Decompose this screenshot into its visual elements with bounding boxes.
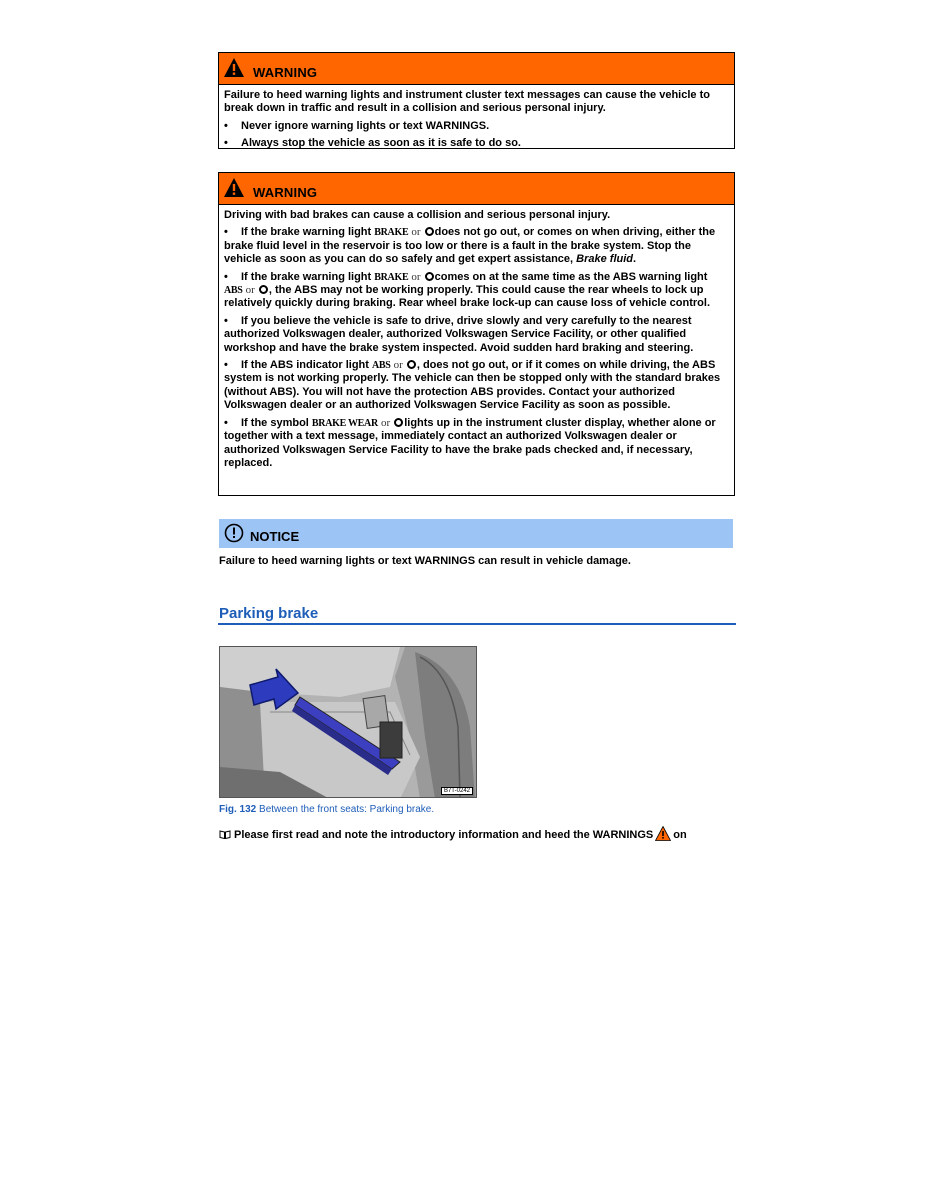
notice-text: Failure to heed warning lights or text WARNINGS can result in vehicle damage. [219, 555, 631, 567]
parking-brake-illustration [220, 647, 477, 798]
abs-warning-icon [407, 360, 416, 369]
warning-title: WARNING [253, 185, 318, 200]
notice-header [219, 519, 733, 548]
abs-warning-icon [259, 285, 268, 294]
warning-header [219, 173, 734, 205]
warning-intro: Failure to heed warning lights and instrument cluster text messages can cause the vehicle to break down in traffic and result in a collision and serious personal injury. [224, 89, 710, 115]
notice-title: NOTICE [250, 529, 300, 544]
warning-intro: Driving with bad brakes can cause a collision and serious personal injury. [224, 209, 611, 221]
parking-brake-figure [219, 646, 477, 798]
brake-pad-icon [394, 418, 403, 427]
warning-triangle-icon [223, 177, 245, 198]
warning-triangle-icon[interactable] [655, 826, 671, 841]
intro-reference-line: Please first read and note the introductory information and heed the WARNINGS on [219, 826, 687, 841]
brake-symbol: BRAKE [374, 227, 409, 239]
warning-box-2 [218, 172, 735, 496]
brake-wear-symbol: BRAKE WEAR [311, 417, 378, 429]
exclamation-circle-icon [224, 523, 244, 543]
warning-header [219, 53, 734, 85]
abs-symbol: ABS [224, 285, 243, 297]
warning-body [219, 205, 734, 478]
figure-id: B7T-0242 [441, 787, 473, 795]
warning-title: WARNING [253, 65, 318, 80]
section-divider [218, 623, 736, 625]
warning-bullet: • If the ABS indicator light ABS or , does not go out, or if it comes on while driving, the ABS system is not working properly. The vehicle can then be stopped only with the standard brakes (without ABS). You will not have the protection ABS provides. Contact your authorized Volkswagen dealer or an authorized Volkswagen Service Facility as soon as possible. [224, 359, 721, 412]
section-title: Parking brake [219, 605, 319, 622]
warning-bullet: • Never ignore warning lights or text WARNINGS. [224, 119, 490, 132]
warning-bullet: • Always stop the vehicle as soon as it is safe to do so. [224, 137, 521, 150]
warning-body [219, 85, 734, 159]
warning-triangle-icon [223, 57, 245, 78]
abs-symbol: ABS [371, 360, 391, 372]
warning-bullet: • If the brake warning light BRAKE or does not go out, or comes on when driving, either the brake fluid level in the reservoir is too low or there is a fault in the brake system. Stop the vehicle as soon as you can do so safely and get expert assistance, Brake fluid. [224, 226, 716, 266]
warning-bullet: • If the symbol BRAKE WEAR or lights up in the instrument cluster display, whether alone or together with a text message, immediately contact an authorized Volkswagen dealer or authorized Volkswagen Service Facility to have the brake pads checked and, if necessary, replaced. [224, 416, 716, 469]
warning-bullet: • If you believe the vehicle is safe to drive, drive slowly and very carefully to the nearest authorized Volkswagen dealer, authorized Volkswagen Service Facility, or other qualified workshop and have the brake system inspected. Avoid sudden hard braking and steering. [224, 314, 694, 354]
brake-warning-icon [425, 272, 434, 281]
warning-bullet: • If the brake warning light BRAKE or comes on at the same time as the ABS warning light ABS or , the ABS may not be working properly. This could cause the rear wheels to lock up relatively quickly during braking. Rear wheel brake lock-up can cause loss of vehicle control. [224, 270, 710, 310]
brake-warning-icon [425, 227, 434, 236]
book-icon [219, 830, 231, 839]
warning-box-1 [218, 52, 735, 149]
figure-caption: Fig. 132 Between the front seats: Parking brake. [219, 804, 435, 815]
brake-symbol: BRAKE [374, 271, 409, 283]
